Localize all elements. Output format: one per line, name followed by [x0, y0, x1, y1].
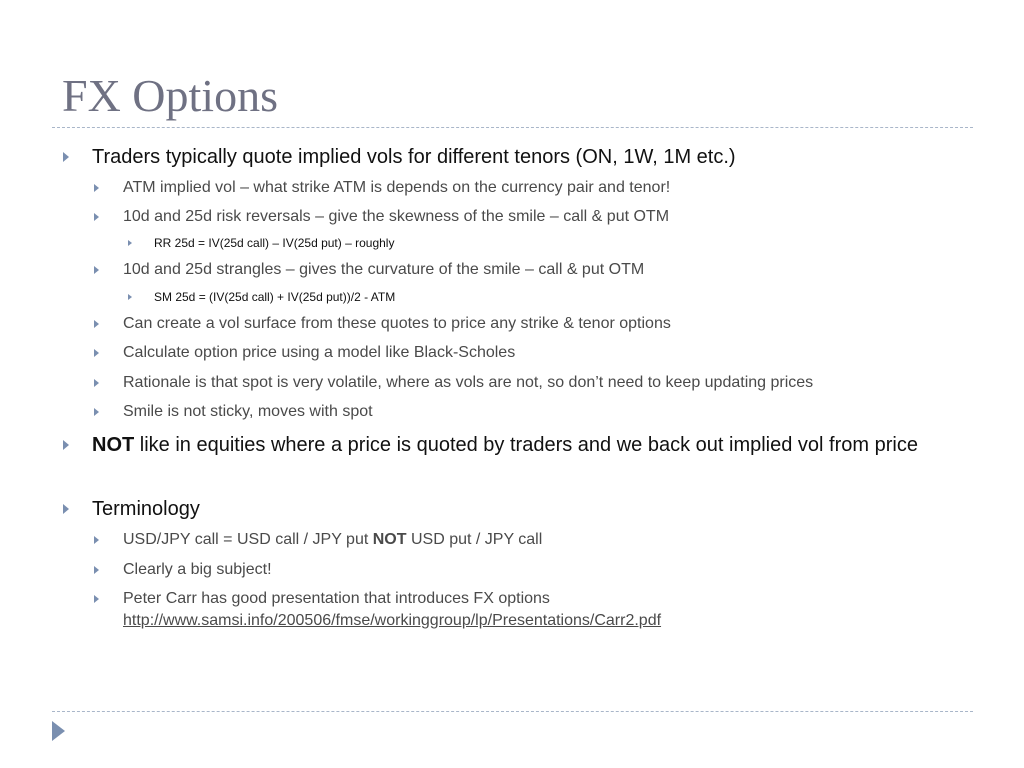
- bullet-text-part: USD/JPY call = USD call / JPY put: [123, 531, 373, 548]
- bullet-text: 10d and 25d risk reversals – give the skewness of the smile – call & put OTM: [123, 208, 670, 225]
- bullet-arrow-icon: [94, 213, 99, 221]
- bullet-text: Peter Carr has good presentation that introduces FX options: [123, 590, 550, 607]
- bullet-arrow-icon: [128, 294, 132, 300]
- list-item: [123, 206, 963, 228]
- carr-presentation-link[interactable]: http://www.samsi.info/200506/fmse/workinggroup/lp/Presentations/Carr2.pdf: [123, 612, 662, 629]
- bullet-arrow-icon: [94, 379, 99, 387]
- bullet-arrow-icon: [128, 240, 132, 246]
- not-emphasis: NOT: [92, 434, 135, 456]
- bullet-text: Can create a vol surface from these quotes to price any strike & tenor options: [123, 315, 671, 332]
- bullet-text: 10d and 25d strangles – gives the curvature of the smile – call & put OTM: [123, 261, 645, 278]
- bullet-text: [123, 529, 963, 551]
- footer-divider: [52, 711, 973, 712]
- bullet-arrow-icon: [63, 504, 69, 514]
- bullet-text: Terminology: [92, 498, 200, 520]
- bullet-arrow-icon: [63, 440, 69, 450]
- bullet-text: Traders typically quote implied vols for different tenors (ON, 1W, 1M etc.): [92, 146, 736, 168]
- list-item: [92, 432, 972, 459]
- list-item: [154, 288, 954, 306]
- bullet-arrow-icon: [94, 595, 99, 603]
- bullet-text: SM 25d = (IV(25d call) + IV(25d put))/2 - ATM: [154, 290, 396, 304]
- list-item: [123, 559, 963, 581]
- bullet-arrow-icon: [94, 184, 99, 192]
- bullet-text: [92, 432, 972, 459]
- bullet-text: Rationale is that spot is very volatile, where as vols are not, so don’t need to keep updating prices: [123, 374, 814, 391]
- list-item: [123, 588, 963, 632]
- list-item: [92, 144, 972, 171]
- next-slide-arrow-icon[interactable]: [52, 721, 65, 741]
- bullet-text: Clearly a big subject!: [123, 561, 272, 578]
- list-item: [123, 177, 963, 199]
- bullet-text-part: USD put / JPY call: [406, 531, 543, 548]
- bullet-arrow-icon: [94, 408, 99, 416]
- slide-title: FX Options: [62, 70, 278, 121]
- list-item: [123, 372, 963, 394]
- not-emphasis: NOT: [372, 531, 407, 548]
- bullet-arrow-icon: [94, 266, 99, 274]
- bullet-text: Calculate option price using a model like Black-Scholes: [123, 344, 516, 361]
- bullet-text-rest: like in equities where a price is quoted by traders and we back out implied vol from price: [134, 434, 918, 456]
- bullet-arrow-icon: [94, 349, 99, 357]
- bullet-arrow-icon: [94, 566, 99, 574]
- bullet-text: Smile is not sticky, moves with spot: [123, 403, 373, 420]
- bullet-arrow-icon: [94, 536, 99, 544]
- list-item: [92, 496, 972, 523]
- bullet-text: RR 25d = IV(25d call) – IV(25d put) – roughly: [154, 236, 395, 250]
- bullet-arrow-icon: [63, 152, 69, 162]
- title-divider: [52, 127, 973, 128]
- list-item: [123, 401, 963, 423]
- list-item: [123, 342, 963, 364]
- list-item: [123, 313, 963, 335]
- list-item: [123, 259, 963, 281]
- list-item: [154, 234, 954, 252]
- bullet-arrow-icon: [94, 320, 99, 328]
- bullet-text: ATM implied vol – what strike ATM is depends on the currency pair and tenor!: [123, 179, 671, 196]
- list-item: [123, 529, 963, 551]
